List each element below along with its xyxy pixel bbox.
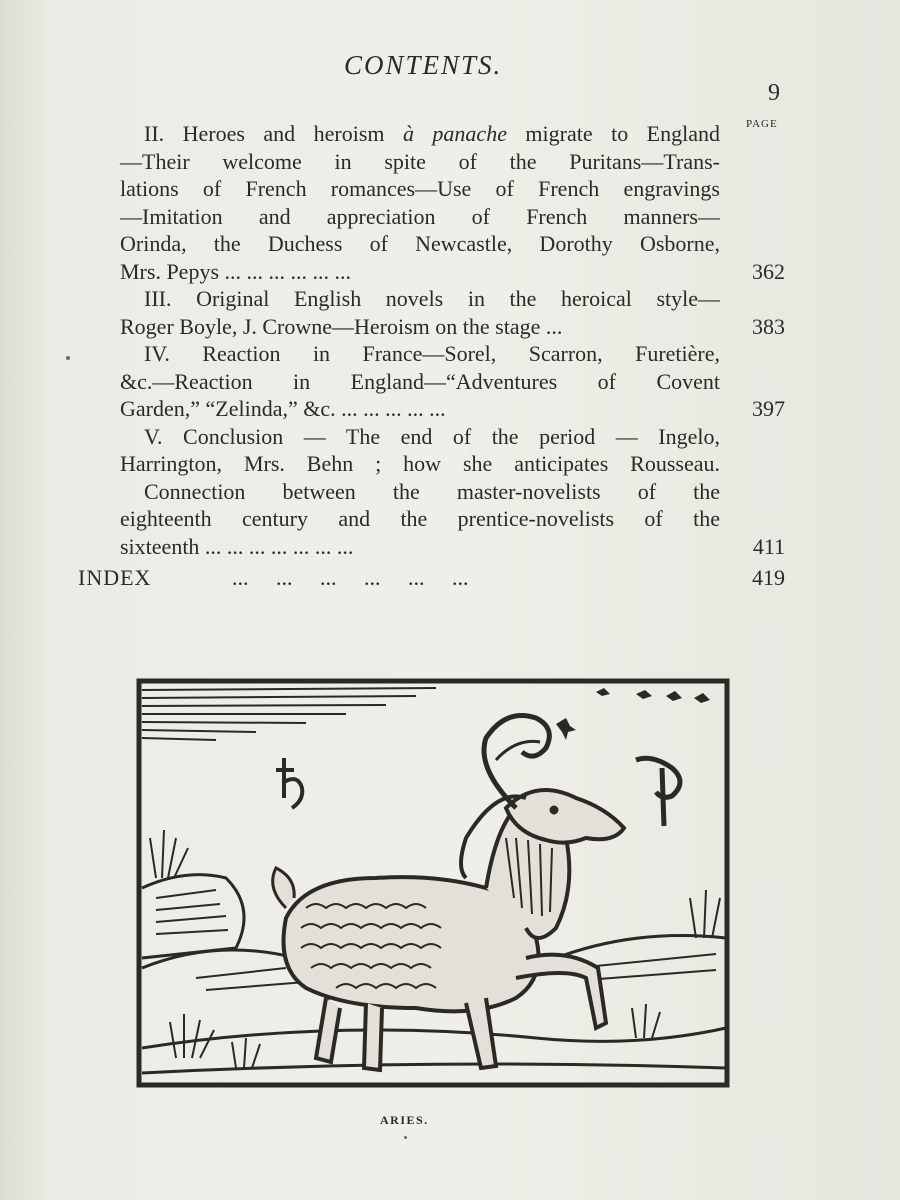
toc-line: Mrs. Pepys ... ... ... ... ... ... — [120, 258, 352, 284]
birds — [556, 688, 710, 740]
toc-page-number: 383 — [752, 313, 785, 339]
ram — [273, 716, 624, 1071]
table-of-contents — [120, 120, 785, 560]
page-column-label: PAGE — [746, 118, 778, 130]
toc-line: V. Conclusion — The end of the period — Ingelo, — [144, 423, 720, 449]
page-number: 9 — [768, 80, 780, 106]
toc-line: II. Heroes and heroism à panache migrate to England — [144, 121, 720, 146]
index-label: INDEX — [78, 565, 152, 590]
toc-line: Connection between the master-novelists of the — [144, 478, 720, 504]
toc-line: &c.—Reaction in England—“Adventures of Covent — [120, 368, 720, 394]
aries-ram-woodcut — [136, 678, 730, 1088]
toc-line: Harrington, Mrs. Behn ; how she anticipates Rousseau. — [120, 451, 720, 476]
illustration-caption: ARIES. — [380, 1113, 429, 1127]
toc-entry-iv — [120, 340, 785, 423]
mars-symbol — [636, 758, 680, 826]
toc-line: —Imitation and appreciation of French manners— — [120, 203, 720, 229]
saturn-symbol — [276, 758, 302, 808]
sky-hatching — [142, 688, 436, 740]
toc-page-number: 362 — [752, 258, 785, 284]
toc-line: Orinda, the Duchess of Newcastle, Dorothy Osborne, — [120, 231, 720, 256]
toc-line: eighteenth century and the prentice-novelists of the — [120, 506, 720, 531]
toc-entry-ii — [120, 120, 785, 285]
toc-line: III. Original English novels in the heroical style— — [144, 286, 720, 311]
toc-page-number: 419 — [752, 565, 785, 590]
toc-line: Roger Boyle, J. Crowne—Heroism on the stage ... — [120, 313, 563, 339]
toc-entry-iii — [120, 285, 785, 340]
italic-phrase: à panache — [402, 121, 507, 146]
toc-line: sixteenth ... ... ... ... ... ... ... — [120, 533, 354, 559]
toc-line: Garden,” “Zelinda,” &c. ... ... ... ... ... — [120, 396, 446, 421]
leader-dots: ... ... ... ... ... ... — [232, 565, 469, 590]
toc-page-number: 411 — [752, 533, 785, 559]
toc-page-number: 397 — [752, 396, 785, 421]
page-title: CONTENTS. — [344, 50, 503, 80]
page-blemish — [404, 1136, 407, 1139]
toc-line: —Their welcome in spite of the Puritans—Trans- — [120, 148, 720, 174]
toc-line: IV. Reaction in France—Sorel, Scarron, Furetière, — [144, 341, 720, 366]
page-blemish — [66, 356, 70, 360]
toc-line: lations of French romances—Use of French engravings — [120, 176, 720, 201]
toc-entry-v — [120, 423, 785, 561]
